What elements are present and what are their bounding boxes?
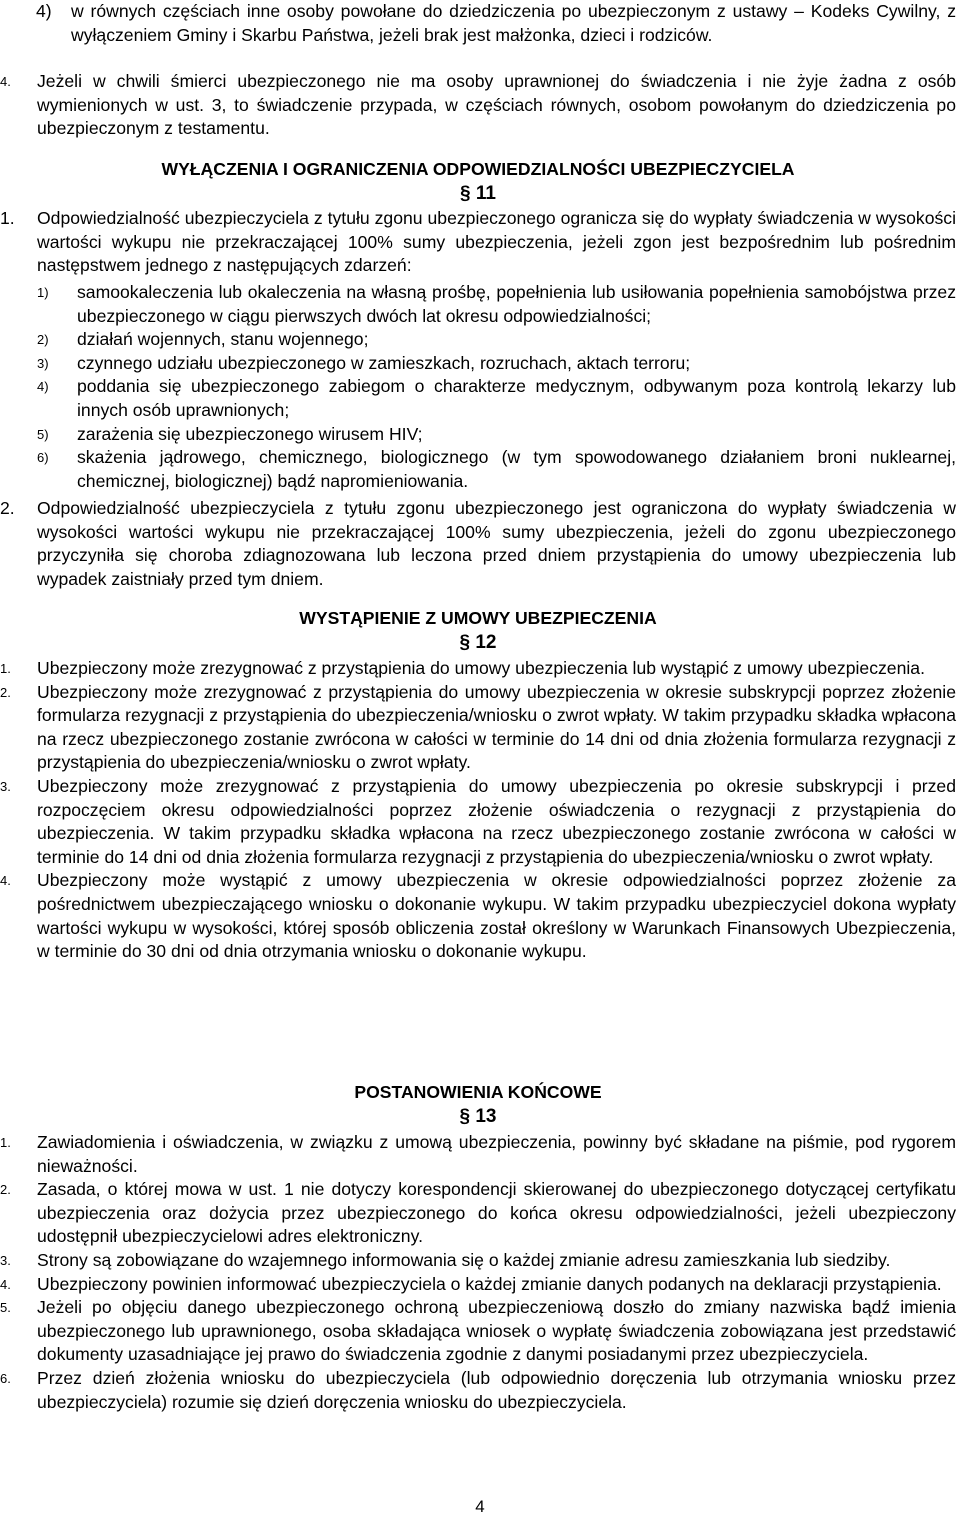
sub-item-text: działań wojennych, stanu wojennego; — [77, 329, 369, 350]
list-item — [36, 0, 956, 47]
sub-item — [37, 423, 956, 447]
sub-item-text: zarażenia się ubezpieczonego wirusem HIV; — [77, 423, 423, 444]
list-item-number: 2. — [0, 1182, 11, 1198]
numbered-list — [0, 657, 956, 964]
section-number-value: 11 — [475, 182, 496, 204]
sub-item-number: 2) — [37, 332, 49, 348]
list-item — [0, 657, 956, 681]
section-title: WYSTĄPIENIE Z UMOWY UBEZPIECZENIA — [299, 608, 657, 628]
list-item-text: Ubezpieczony może zrezygnować z przystąpienia do umowy ubezpieczenia lub wystąpić z umowy ubezpieczenia. — [37, 658, 925, 678]
sub-item-text: samookaleczenia lub okaleczenia na własną prośbę, popełnienia lub usiłowania popełnienia samobójstwa przez ubezpieczonego w ciągu pierwszych dwóch lat okresu odpowiedzialności; — [77, 282, 956, 326]
list-item-number: 1. — [0, 661, 11, 676]
section-title: POSTANOWIENIA KOŃCOWE — [354, 1082, 602, 1102]
sub-item-number: 6) — [37, 450, 49, 466]
list-item-text: Odpowiedzialność ubezpieczyciela z tytułu zgonu ubezpieczonego ogranicza się do wypłaty świadczenia w wysokości wartości wykupu nie przekraczającej 100% sumy ubezpieczenia, jeżeli zgon jest bezpośrednim lub pośrednim następstwem jednego z następujących zdarzeń: — [37, 208, 956, 276]
list-item — [0, 207, 956, 278]
section-number — [0, 182, 956, 206]
section-number — [0, 1105, 956, 1129]
list-item-number: 3. — [0, 1252, 11, 1268]
list-item — [0, 1131, 956, 1178]
list-item-text: w równych częściach inne osoby powołane do dziedziczenia po ubezpieczonym z ustawy – Kodeks Cywilny, z wyłączeniem Gminy i Skarbu Państwa, jeżeli brak jest małżonka, dzieci i rodziców. — [71, 1, 956, 45]
list-item-number: 3. — [0, 778, 11, 794]
section-sign: § — [460, 182, 471, 204]
list-item-text: Strony są zobowiązane do wzajemnego informowania się o każdej zmianie adresu zamieszkania lub siedziby. — [37, 1249, 891, 1270]
sub-item — [37, 281, 956, 328]
list-item — [0, 1249, 956, 1273]
list-item — [0, 1273, 956, 1297]
sub-item — [37, 352, 956, 376]
list-item-text: Jeżeli w chwili śmierci ubezpieczonego nie ma osoby uprawnionej do świadczenia i nie żyje żadna z osób wymienionych w ust. 3, to świadczenie przypada, w częściach równych, osobom powołanym do dziedziczenia po ubezpieczonym z testamentu. — [37, 71, 956, 139]
list-item — [0, 1178, 956, 1249]
section-11 — [0, 158, 956, 206]
list-item-text: Ubezpieczony może zrezygnować z przystąpienia do umowy ubezpieczenia po okresie subskrypcji i przed rozpoczęciem okresu odpowiedzialności poprzez złożenie oświadczenia o rezygnacji z przystąpienia do ubezpieczenia. W takim przypadku składka wpłacona na rzecz ubezpieczonego zostanie zwrócona w całości w terminie do 14 dni od dnia złożenia formularza rezygnacji z przystąpienia do ubezpieczenia/wniosku o zwrot wpłaty. — [37, 775, 956, 867]
section-13 — [0, 1081, 956, 1129]
sub-item-number: 4) — [37, 379, 49, 395]
list-item-number: 4. — [0, 1276, 11, 1292]
list-item — [0, 681, 956, 775]
list-item-text: Jeżeli po objęciu danego ubezpieczonego ochroną ubezpieczeniową doszło do zmiany nazwiska bądź imienia ubezpieczonego lub uprawnionego, osoba składająca wniosek o wypłatę świadczenia zobowiązana jest przedstawić dokumenty uzasadniające jej prawo do świadczenia zgodnie z danymi posiadanymi przez ubezpieczyciela. — [37, 1297, 956, 1365]
list-item-number: 2. — [0, 498, 15, 518]
list-item-number: 1. — [0, 208, 15, 228]
list-item — [0, 497, 956, 591]
section-number — [0, 631, 956, 655]
sub-item-number: 3) — [37, 355, 49, 371]
list-item-number: 6. — [0, 1370, 11, 1386]
list-item-number: 2. — [0, 684, 11, 700]
list-item-text: Odpowiedzialność ubezpieczyciela z tytułu zgonu ubezpieczonego jest ograniczona do wypłaty świadczenia w wysokości wartości wykupu nie przekraczającej 100% sumy ubezpieczenia, jeżeli do zgonu ubezpieczonego przyczyniła się choroba zdiagnozowana lub leczona przed dniem przystąpienia do umowy ubezpieczenia lub wypadek zaistniały przed tym dniem. — [37, 498, 956, 589]
list-item-text: Przez dzień złożenia wniosku do ubezpieczyciela (lub odpowiednio doręczenia lub otrzymania wniosku przez ubezpieczyciela) rozumie się dzień doręczenia wniosku do ubezpieczyciela. — [37, 1367, 956, 1412]
section-title: WYŁĄCZENIA I OGRANICZENIA ODPOWIEDZIALNOŚCI UBEZPIECZYCIELA — [161, 159, 795, 179]
list-item — [0, 1296, 956, 1367]
sub-item — [37, 375, 956, 422]
list-item — [0, 869, 956, 963]
section-12 — [0, 607, 956, 655]
list-item-number: 4. — [0, 873, 11, 889]
list-item-number: 5. — [0, 1300, 11, 1316]
section-sign: § — [459, 1105, 471, 1127]
list-item-text: Zasada, o której mowa w ust. 1 nie dotyczy korespondencji skierowanej do ubezpieczonego dotyczącej certyfikatu ubezpieczenia oraz dożycia przez ubezpieczonego do końca okresu odpowiedzialności, jeżeli ubezpieczony udostępnił ubezpieczycielowi adres elektroniczny. — [37, 1179, 956, 1247]
list-item-text: Ubezpieczony może wystąpić z umowy ubezpieczenia w okresie odpowiedzialności poprzez złożenie za pośrednictwem ubezpieczającego wniosku o dokonanie wykupu. W takim przypadku ubezpieczyciel dokona wypłaty wartości wykupu w wysokości, której sposób obliczenia został określony w Warunkach Finansowych Ubezpieczenia, w terminie do 30 dni od dnia otrzymania wniosku o dokonanie wykupu. — [37, 870, 956, 962]
list-item-text: Zawiadomienia i oświadczenia, w związku z umową ubezpieczenia, powinny być składane na piśmie, pod rygorem nieważności. — [37, 1132, 956, 1176]
list-item-number: 4) — [36, 1, 52, 21]
list-item-number: 4. — [0, 74, 11, 89]
sub-item — [37, 328, 956, 352]
list-item — [0, 775, 956, 869]
sub-item — [37, 446, 956, 493]
list-item — [0, 1367, 956, 1414]
section-sign: § — [459, 631, 471, 653]
sub-item-number: 1) — [37, 285, 49, 300]
section-number-value: 13 — [475, 1105, 497, 1127]
list-item-number: 1. — [0, 1135, 11, 1150]
numbered-list — [0, 1131, 956, 1414]
page-number: 4 — [475, 1497, 485, 1516]
list-item-text: Ubezpieczony powinien informować ubezpieczyciela o każdej zmianie danych podanych na deklaracji przystąpienia. — [37, 1273, 942, 1294]
list-item — [0, 70, 956, 141]
list-item-text: Ubezpieczony może zrezygnować z przystąpienia do umowy ubezpieczenia w okresie subskrypcji poprzez złożenie formularza rezygnacji z przystąpienia do ubezpieczenia/wniosku o zwrot wpłaty. W takim przypadku składka wpłacona na rzecz ubezpieczonego zostanie zwrócona w całości w terminie do 14 dni od dnia złożenia formularza rezygnacji z przystąpienia do ubezpieczenia/wniosku o zwrot wpłaty. — [37, 681, 956, 773]
sub-list — [0, 281, 956, 493]
sub-item-text: skażenia jądrowego, chemicznego, biologicznego (w tym spowodowanego działaniem broni nuklearnej, chemicznej, biologicznej) bądź napromieniowania. — [77, 447, 956, 491]
section-number-value: 12 — [475, 631, 497, 653]
sub-item-text: czynnego udziału ubezpieczonego w zamieszkach, rozruchach, aktach terroru; — [77, 352, 691, 373]
sub-item-text: poddania się ubezpieczonego zabiegom o charakterze medycznym, odbywanym poza kontrolą lekarzy lub innych osób uprawnionych; — [77, 376, 956, 420]
sub-item-number: 5) — [37, 426, 49, 442]
